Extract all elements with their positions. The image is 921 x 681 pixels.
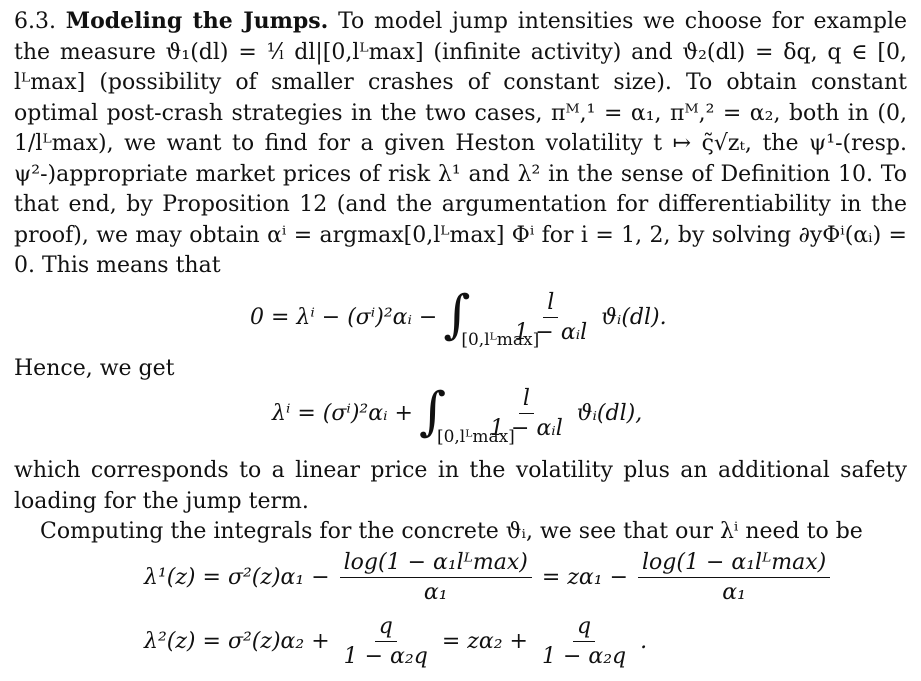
equation-3-4 bbox=[14, 548, 907, 676]
eq3-fraction-1 bbox=[340, 550, 532, 605]
eq3-lhs: λ¹(z) = σ²(z)α₁ − bbox=[144, 564, 330, 590]
eq3-num1: log(1 − α₁lᴸmax) bbox=[340, 550, 532, 578]
eq3-den1: α₁ bbox=[423, 579, 448, 605]
paragraph-text: To model jump intensities we choose for example the measure ϑ₁(dl) = ¹⁄ₗ dl|[0,lᴸmax] (infinite activity) and ϑ₂(dl) = δq, q ∈ [0, lᴸmax] (possibility of smaller crashes of constant size). To obtain constant optimal post-crash strategies in the two cases, πᴹ,¹ = α₁, πᴹ,² = α₂, both in (0, 1/lᴸmax), we want to find for a given Heston volatility t ↦ ς̃√zₜ, the ψ¹-(resp. ψ²-)appropriate market prices of risk λ¹ and λ² in the sense of Definition 10. To that end, by Proposition 12 (and the argumentation for differentiability in the proof), we may obtain αⁱ = argmax[0,lᴸmax] Φⁱ for i = 1, 2, by solving ∂yΦⁱ(αᵢ) = 0. This means that bbox=[14, 9, 907, 278]
section-number: 6.3. bbox=[14, 9, 56, 34]
paragraph-text: Computing the integrals for the concrete ϑᵢ, we see that our λⁱ need to be bbox=[40, 519, 863, 544]
eq1-tail: ϑᵢ(dl). bbox=[601, 304, 667, 330]
equation-3 bbox=[144, 550, 834, 605]
integral-sign: ∫ [0,lᴸmax] bbox=[443, 285, 540, 350]
eq2-int-sub: [0,lᴸmax] bbox=[436, 426, 515, 447]
eq2-lhs: λⁱ = (σⁱ)²αᵢ + bbox=[272, 401, 413, 426]
equation-1 bbox=[14, 282, 907, 354]
eq4-den2: 1 − α₂q bbox=[541, 643, 627, 669]
equation-4 bbox=[144, 614, 647, 669]
eq1-int-sub: [0,lᴸmax] bbox=[461, 330, 540, 350]
equation-2 bbox=[14, 381, 907, 456]
paragraph-intro bbox=[14, 6, 907, 282]
integral-sign: ∫ [0,lᴸmax] bbox=[418, 381, 515, 447]
paper-page bbox=[14, 6, 907, 676]
eq4-mid: = zα₂ + bbox=[441, 628, 528, 654]
eq4-lhs: λ²(z) = σ²(z)α₂ + bbox=[144, 628, 330, 654]
paragraph-text: which corresponds to a linear price in the volatility plus an additional safety loading for the jump term. bbox=[14, 458, 907, 514]
eq2-tail: ϑᵢ(dl), bbox=[576, 401, 643, 426]
eq2-num: l bbox=[519, 386, 534, 414]
eq4-den1: 1 − α₂q bbox=[343, 643, 428, 669]
eq3-den2: α₁ bbox=[722, 579, 746, 605]
eq4-tail: . bbox=[640, 628, 648, 654]
eq1-num: l bbox=[543, 290, 558, 318]
eq4-num2: q bbox=[573, 614, 595, 642]
paragraph-linear-price bbox=[14, 456, 907, 517]
eq3-num2: log(1 − α₁lᴸmax) bbox=[638, 550, 830, 578]
eq2-den: 1 − αᵢl bbox=[490, 416, 563, 441]
eq3-fraction-2 bbox=[638, 550, 830, 605]
eq1-lhs: 0 = λⁱ − (σⁱ)²αᵢ − bbox=[250, 304, 438, 330]
paragraph-hence bbox=[14, 354, 907, 385]
eq4-fraction-1 bbox=[340, 614, 432, 669]
eq4-num1: q bbox=[375, 614, 397, 642]
paragraph-text: Hence, we get bbox=[14, 355, 175, 381]
eq4-fraction-2 bbox=[538, 614, 630, 669]
paragraph-integrals bbox=[14, 517, 907, 548]
section-title: Modeling the Jumps. bbox=[65, 8, 329, 34]
eq1-den: 1 − αᵢl bbox=[514, 319, 588, 345]
eq3-mid: = zα₁ − bbox=[541, 564, 629, 590]
